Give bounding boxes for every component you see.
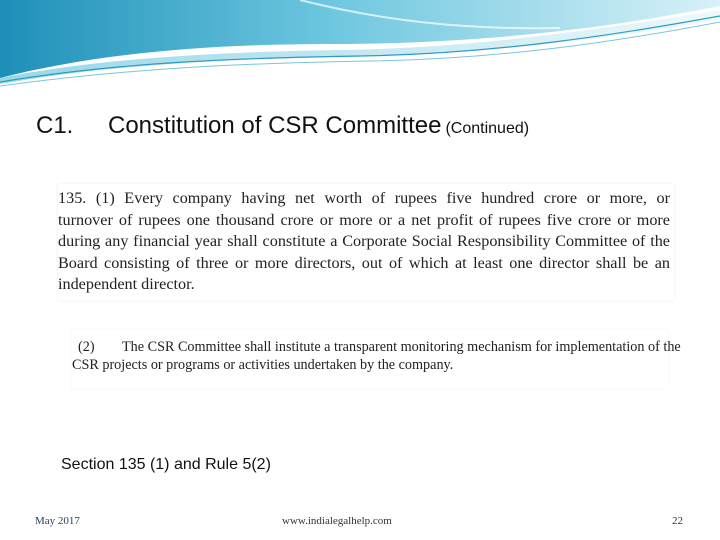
title-suffix: (Continued) — [445, 120, 530, 137]
title-text: Constitution of CSR Committee — [108, 112, 442, 139]
rule-line-2: CSR projects or programs or activities undertaken by the company. — [72, 357, 454, 373]
section-135-excerpt — [58, 184, 674, 300]
caption: Section 135 (1) and Rule 5(2) — [61, 456, 271, 473]
page-number: 22 — [672, 515, 683, 527]
page-title — [36, 112, 529, 140]
section-135-line: during any financial year shall constitute a Corporate Social Responsibility Committee of the — [58, 232, 670, 250]
rule-5-2-excerpt — [72, 330, 681, 388]
rule-number: (2) — [78, 339, 95, 355]
footer-website: www.indialegalhelp.com — [282, 515, 392, 527]
section-135-line: turnover of rupees one thousand crore or more or a net profit of rupees five crore or more — [58, 210, 670, 229]
title-number: C1. — [36, 112, 74, 139]
section-135-line: independent director. — [58, 275, 195, 293]
section-135-line: Board consisting of three or more directors, out of which at least one director shall be an — [58, 253, 670, 272]
header-wave-decoration — [0, 0, 720, 90]
footer-date: May 2017 — [35, 515, 80, 527]
rule-text-1: The CSR Committee shall institute a transparent monitoring mechanism for implementation of the — [122, 339, 681, 355]
rule-line-1 — [72, 338, 681, 356]
section-135-line: 135. (1) Every company having net worth of rupees five hundred crore or more, or — [58, 189, 670, 207]
